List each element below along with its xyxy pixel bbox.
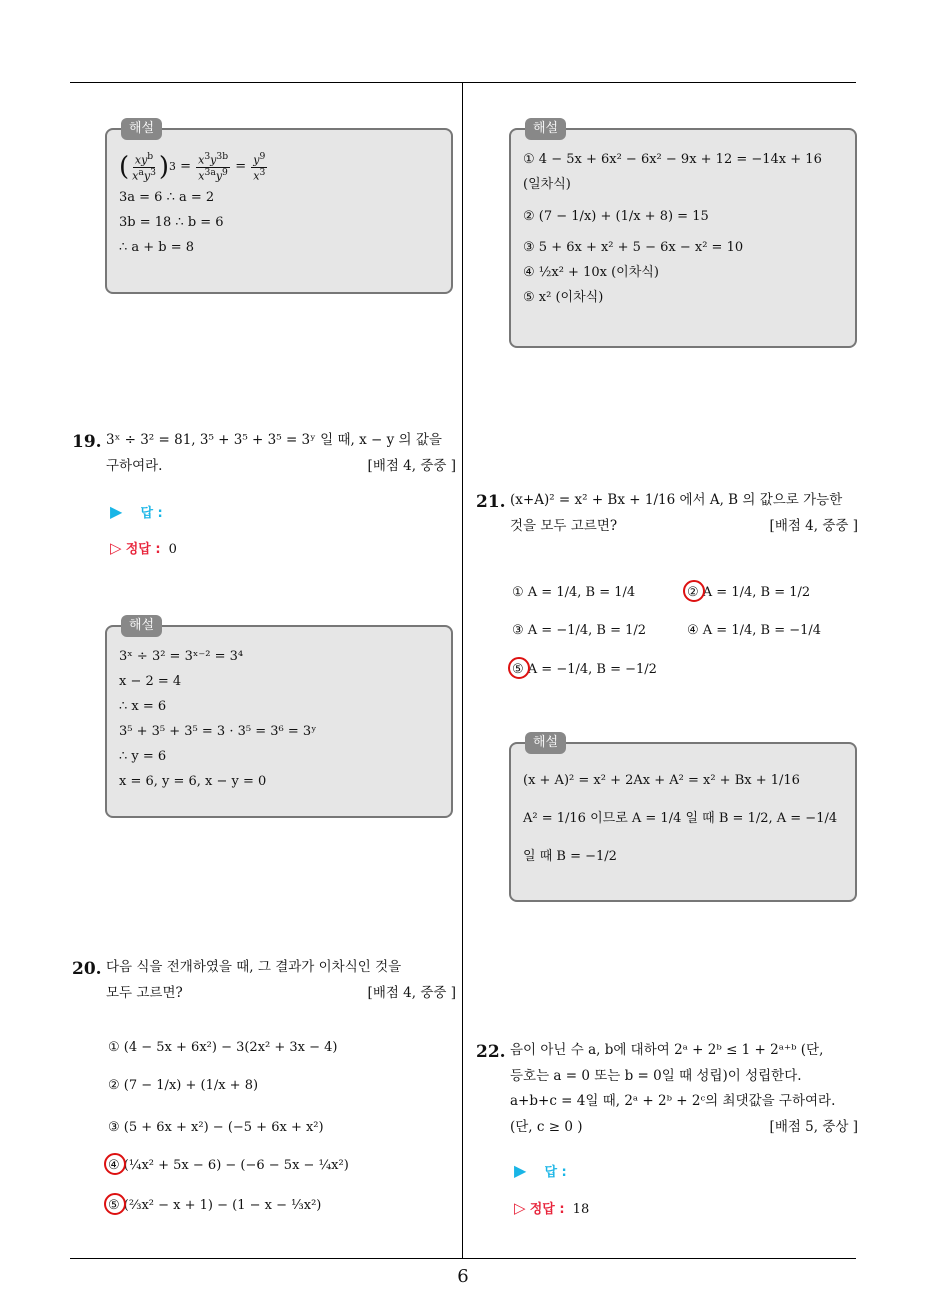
question-text: 다음 식을 전개하였을 때, 그 결과가 이차식인 것을 [106,959,402,975]
option-5[interactable]: ⑤ (⅔x² − x + 1) − (1 − x − ⅓x²) [108,1198,322,1213]
page-number: 6 [457,1266,469,1287]
bottom-rule [70,1258,856,1259]
solution-line: ⑤ x² (이차식) [523,290,604,306]
question-text: 것을 모두 고르면? [510,517,618,534]
correct-row-22 [514,1198,589,1217]
question-text: 3ˣ ÷ 3² = 81, 3⁵ + 3⁵ + 3⁵ = 3ʸ 일 때, x − y 의 값을 [106,432,442,448]
solution-tag: 해설 [121,615,162,637]
top-rule [70,82,856,83]
solution-line: ① 4 − 5x + 6x² − 6x² − 9x + 12 = −14x + 16 [523,152,822,168]
score-meta: [배점 5, 중상 ] [769,1118,858,1135]
solution-line: ∴ a + b = 8 [119,240,195,256]
solution-line: ∴ x = 6 [119,699,167,715]
question-text: 음이 아닌 수 a, b에 대하여 2ᵃ + 2ᵇ ≤ 1 + 2ᵃ⁺ᵇ (단, [510,1042,824,1058]
question-19 [72,428,456,479]
solution-line: (x + A)² = x² + 2Ax + A² = x² + Bx + 1/16 [523,772,800,788]
answer-label: 답 : [140,506,163,521]
solution-box-19 [105,618,453,818]
solution-line: x − 2 = 4 [119,674,182,690]
solution-line: ③ 5 + 6x + x² + 5 − 6x − x² = 10 [523,240,744,256]
solution-line: (일차식) [523,177,571,193]
option-3[interactable]: ③ A = −1/4, B = 1/2 [512,623,647,638]
selected-mark-icon [508,657,530,679]
outline-play-icon: ▷ [514,1199,526,1217]
solution-line: 3ˣ ÷ 3² = 3ˣ⁻² = 3⁴ [119,649,244,665]
option-3[interactable]: ③ (5 + 6x + x²) − (−5 + 6x + x²) [108,1120,324,1135]
question-22 [476,1038,858,1141]
correct-value: 18 [572,1202,590,1217]
solution-line: ( $\frac{xy^b}{x^ay^3}$ ) 3 = $\frac{x^3y^{3b}}{x^{3a}y^9}$ = $\frac{y^9}{x^3}$ [119,150,266,183]
option-2[interactable]: ② (7 − 1/x) + (1/x + 8) [108,1078,259,1093]
option-5[interactable]: ⑤ A = −1/4, B = −1/2 [512,662,657,677]
answer-row-22 [514,1161,567,1180]
question-text: 모두 고르면? [106,984,183,1001]
solution-line: 3b = 18 ∴ b = 6 [119,215,224,231]
question-number: 19. [72,432,102,452]
correct-label: 정답 : [529,1202,565,1217]
correct-row-19 [110,538,177,557]
question-number: 22. [476,1042,506,1062]
answer-row-19 [110,502,163,521]
solution-box-20 [509,121,857,348]
score-meta: [배점 4, 중중 ] [367,984,456,1001]
question-text: a+b+c = 4일 때, 2ᵃ + 2ᵇ + 2ᶜ의 최댓값을 구하여라. [510,1093,836,1110]
question-text: 등호는 a = 0 또는 b = 0일 때 성립)이 성립한다. [510,1067,802,1084]
solution-line: ② (7 − 1/x) + (1/x + 8) = 15 [523,208,709,224]
selected-mark-icon [104,1153,126,1175]
solution-line: 3a = 6 ∴ a = 2 [119,190,215,206]
solution-tag: 해설 [121,118,162,140]
option-2[interactable]: ② A = 1/4, B = 1/2 [687,585,811,600]
column-divider [462,82,463,1259]
question-text: 구하여라. [106,457,163,474]
solution-box-18 [105,121,453,294]
correct-label: 정답 : [125,542,161,557]
selected-mark-icon [683,580,705,602]
answer-label: 답 : [544,1165,567,1180]
question-number: 20. [72,959,102,979]
solution-line: ④ ½x² + 10x (이차식) [523,265,659,281]
solution-tag: 해설 [525,732,566,754]
solution-line: 3⁵ + 3⁵ + 3⁵ = 3 · 3⁵ = 3⁶ = 3ʸ [119,724,317,740]
score-meta: [배점 4, 중중 ] [367,457,456,474]
question-20 [72,955,456,1006]
question-number: 21. [476,492,506,512]
option-1[interactable]: ① (4 − 5x + 6x²) − 3(2x² + 3x − 4) [108,1040,338,1055]
option-4[interactable]: ④ A = 1/4, B = −1/4 [687,623,822,638]
solution-tag: 해설 [525,118,566,140]
play-icon: ▶ [514,1161,527,1180]
selected-mark-icon [104,1193,126,1215]
option-1[interactable]: ① A = 1/4, B = 1/4 [512,585,636,600]
question-21 [476,488,858,539]
solution-line: A² = 1/16 이므로 A = 1/4 일 때 B = 1/2, A = −1/4 [523,810,838,826]
solution-line: 일 때 B = −1/2 [523,848,617,864]
question-text: (단, c ≥ 0 ) [510,1118,583,1135]
outline-play-icon: ▷ [110,539,122,557]
solution-box-21 [509,735,857,902]
solution-line: x = 6, y = 6, x − y = 0 [119,774,267,790]
score-meta: [배점 4, 중중 ] [769,517,858,534]
correct-value: 0 [168,542,177,557]
solution-line: ∴ y = 6 [119,749,167,765]
play-icon: ▶ [110,502,123,521]
question-text: (x+A)² = x² + Bx + 1/16 에서 A, B 의 값으로 가능한 [510,492,843,508]
option-4[interactable]: ④ (¼x² + 5x − 6) − (−6 − 5x − ¼x²) [108,1158,349,1173]
